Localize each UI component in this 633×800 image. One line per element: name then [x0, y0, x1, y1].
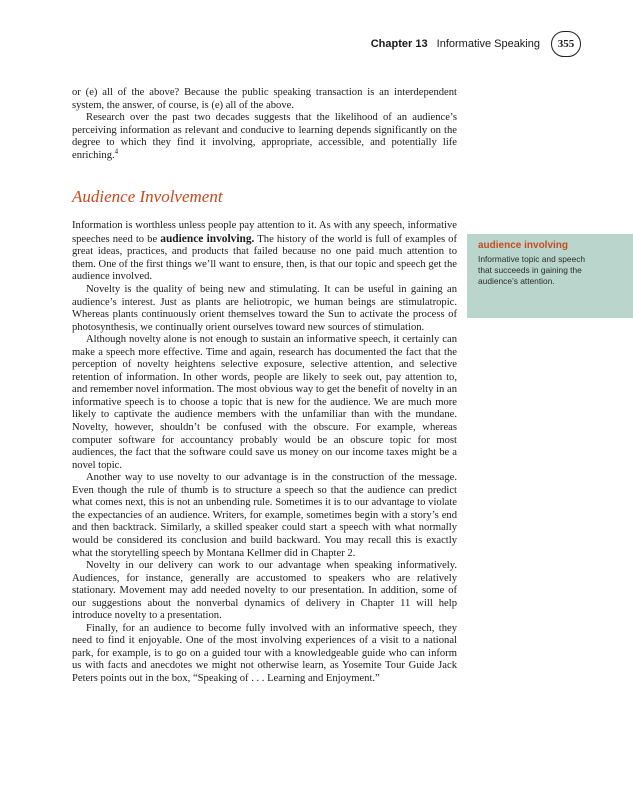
footnote-marker: 4	[114, 147, 119, 156]
section-paragraph-1	[72, 220, 457, 284]
section-paragraph-4: Another way to use novelty to our advantage is in the construction of the message. Even though the rule of thumb is to structure a speech so that the audience can predict what comes next, this is not an unbending rule. Sometimes it is to our advantage to violate the expectancies of an audience. Writers, for example, sometimes begin with a story’s end and then backtrack. Similarly, a skilled speaker could start a speech with what normally would be considered its conclusion and build backward. You may recall this is exactly what the storytelling speech by Montana Kellmer did in Chapter 2.	[72, 472, 457, 559]
keyword-audience-involving: audience involving.	[160, 232, 255, 245]
margin-glossary-box	[467, 234, 633, 318]
section-heading: Audience Involvement	[72, 187, 223, 207]
glossary-definition: Informative topic and speech that succeeds in gaining the audience’s attention.	[478, 254, 586, 286]
intro-paragraph-2-text: Research over the past two decades suggests that the likelihood of an audience’s perceiving information as relevant and conducive to learning depends significantly on the degree to which they find it involving, appropriate, accessible, and potentially life enriching.	[72, 112, 457, 161]
main-text	[72, 87, 457, 686]
section-paragraph-6: Finally, for an audience to become fully involved with an informative speech, they need to find it enjoyable. One of the most involving experiences of a visit to a national park, for example, is to go on a guided tour with a knowledgeable guide who can inform us with facts and anecdotes we might not otherwise learn, as Yosemite Tour Guide Jack Peters points out in the box, “Speaking of . . . Learning and Enjoyment.”	[72, 622, 457, 684]
section-paragraph-2: Novelty is the quality of being new and stimulating. It can be useful in gaining an audience’s interest. Just as plants are heliotropic, we human beings are stimulatropic. Whereas plants continuously orient themselves toward the Sun to activate the process of photosynthesis, we continually orient ourselves toward new sources of stimulation.	[72, 284, 457, 333]
section-paragraph-5: Novelty in our delivery can work to our advantage when speaking informatively. Audiences, for instance, generally are accustomed to speakers who are relatively stationary. Movement may add needed novelty to our presentation. In addition, some of our suggestions about the nonverbal dynamics of delivery in Chapter 11 will help introduce novelty to a presentation.	[72, 560, 457, 622]
intro-paragraph-2	[72, 112, 457, 162]
chapter-label: Chapter 13	[370, 38, 428, 50]
chapter-title: Informative Speaking	[436, 38, 540, 50]
section-paragraph-3: Although novelty alone is not enough to sustain an informative speech, it certainly can make a speech more effective. Time and again, research has documented the fact that the perception of novelty heightens selective exposure, selective attention, and selective retention of information. In other words, people are likely to seek out, pay attention to, and remember novel information. The most obvious way to get the benefit of novelty in an informative speech is to choose a topic that is new for the audience. We are much more likely to captivate the audience members with the unfamiliar than with the mundane. Novelty, however, shouldn’t be confused with the obscure. For example, whereas computer software for accountancy probably would be an obscure topic for most audiences, the fact that the software could save us money on our income taxes might be a novel topic.	[72, 334, 457, 471]
running-head	[0, 38, 540, 50]
p1-before-text: Information is worthless unless people pay attention to it. As with any speech, informative speeches need to be	[72, 220, 457, 245]
p1-after-text: The history of the world is full of examples of great ideas, practices, and products that failed because no one paid much attention to them. One of the first things we’ll want to ensure, then, is that our topic and speech get the audience involved.	[72, 233, 457, 283]
intro-paragraph-1: or (e) all of the above? Because the public speaking transaction is an interdependent system, the answer, of course, is (e) all of the above.	[72, 87, 457, 111]
page-number: 355	[551, 31, 581, 57]
glossary-term: audience involving	[478, 240, 569, 251]
